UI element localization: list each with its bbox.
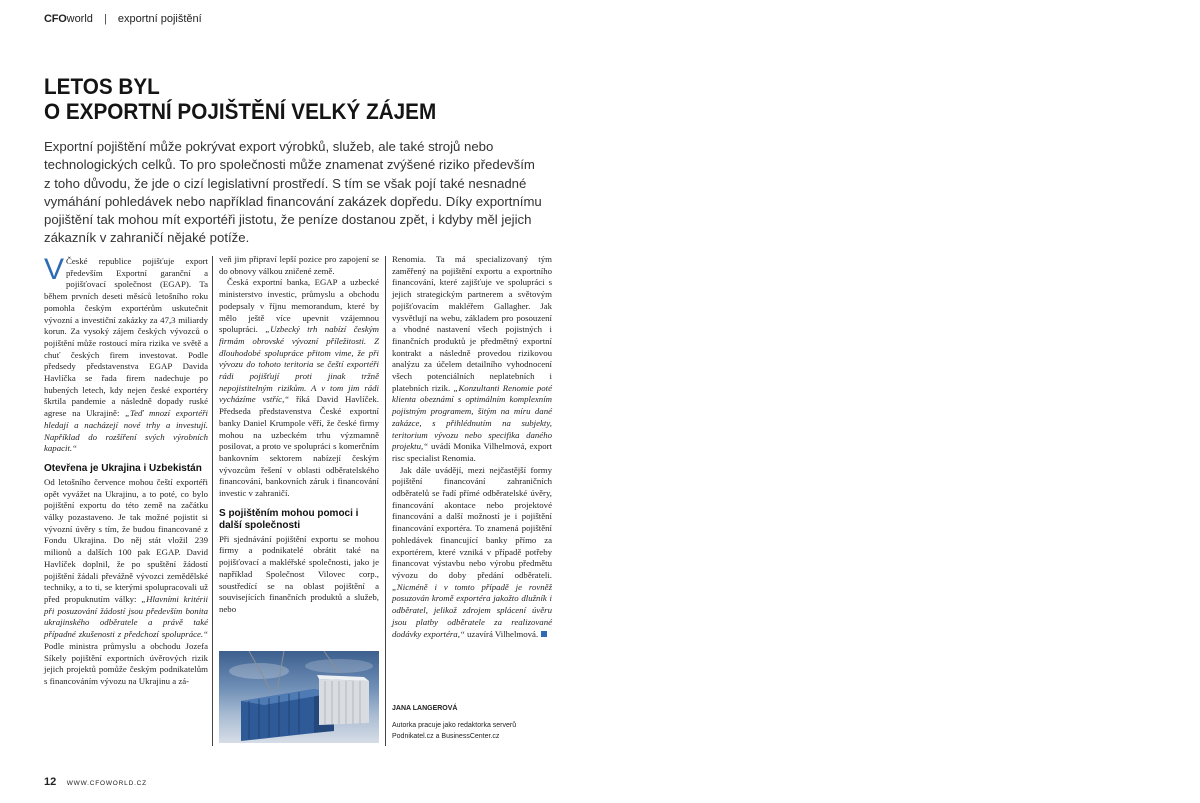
article-column-3 [392,254,552,640]
title-line-2: O EXPORTNÍ POJIŠTĚNÍ VELKÝ ZÁJEM [44,99,437,124]
col3-text-1-end: uvádí Monika Vilhelmová, export risc specialist Renomia. [392,441,552,463]
col1-text-1: České republice pojišťuje export především Exportní garanční a pojišťovací společnost (EGAP). Ta během prvních deseti měsíců letošního roku pomohla českým exportérům uskutečnit vývozní a investiční zakázky za 47,3 miliardy korun. Za vysoký zájem českých vývozců o pojištění může rostoucí míra rizika ve světě a chuť českých firem investovat. Podle předsedy představenstva EGAP Davida Havlíčka se řada firem nadechuje po hubených letech, kdy nejen české exportéry škrtila pandemie a následně dopady ruské agrese na Ukrajině: [44,256,208,419]
col3-text-1: Renomia. Ta má specializovaný tým zaměřený na pojištění exportu a exportního financování, které zajišťuje ve spolupráci s jejich strategickým partnerem a světovým pojišťovacím makléřem Gallagher. Jak vysvětlují na webu, základem pro posouzení a vhodné nastavení všech pojistných i finančních produktů je předmětný exportní kontrakt a následně provedou rizikovou analýzu za účelem detailního vyhodnocení všech potenciálních neplatebních i platebních rizik. [392,254,552,393]
shipping-containers-illustration [219,651,379,743]
col2-quote: „Uzbecký trh nabízí českým firmám obrovské vývozní příležitosti. Z dlouhodobé spolupráce přitom vime, že při vývozu do tohoto teritoria se čeští exportéři rádi pojišťují proti jinak tržně nepojistitelným rizikům. A v tom jim rádi vycházíme vstříc,“ [219,324,380,405]
header-separator: | [103,13,107,25]
column-1-paragraph-2 [44,477,208,688]
col3-quote-2: „Nicméně i v tomto případě je rovněž posuzován kromě exportéra jakožto dlužník i odběratel, jelikož zdrojem splácení úvěru jsou platby odběratele za realizované dodávky exportéra,“ [392,581,552,639]
column-3-paragraph-2 [392,465,552,641]
subhead-ukrajina: Otevřena je Ukrajina i Uzbekistán [44,462,202,474]
col1-text-2: Od letošního července mohou čeští exportéři opět vyvážet na Ukrajinu, a to poté, co bylo pojištění exportu do této země na začátku války pozastaveno. Je tak možné pojistit si vývozní úvěry s tím, že budou financované z Fondu Ukrajina. Do něj stát vložil 239 milionů a dalších 100 pak EGAP. David Havlíček doplnil, že po spuštění žádostí pojištění žádali převážně vývozci zemědělské techniky, a to ti, se kterými spolupracovali už před propuknutím války: [44,476,208,604]
col3-quote-1: „Konzultanti Renomie poté klienta obeznámí s optimálním komplexním pojistným programem, šitým na míru dané zakázce, s přihlédnutím na subjekty, teritorium vývozu nebo specifika daného projektu,“ [392,382,552,452]
end-mark-icon [541,631,547,637]
containers-photo [219,651,379,743]
article-lead: Exportní pojištění může pokrývat export výrobků, služeb, ale také strojů nebo technologických celků. To pro společnosti může znamenat zvýšené riziko především z toho důvodu, že jde o cizí legislativní prostředí. S tím se však pojí také nesnadné vymáhání pohledávek nebo například financování zakázek dopředu. Díky exportnímu pojištění tak mohou mít exportéři jistotu, že peníze dostanou zpět, i kdyby měl jejich zákazník v zahraničí nějaké potíže. [44,139,542,246]
page-number: 12 [44,776,57,788]
column-2-paragraph-3: Při sjednávání pojištění exportu se mohou firmy a podnikatelé obrátit také na pojišťovací a makléřské společnosti, jako je například Společnost Vilovec corp., soustředící se na oblast pojištění a souvisejících finančních produktů a služeb, nebo [219,533,379,614]
column-rule-2 [385,256,386,746]
article-column-2 [219,254,379,616]
subhead-spolecnosti: S pojištěním mohou pomoci i další společnosti [219,507,359,531]
column-1-paragraph-1 [44,253,208,455]
col2-text-2-end: říká David Havlíček. Předseda představenstva České exportní banky Daniel Krumpole věří, že české firmy mohou na uzbeckém trhu výzmamně posilovat, a proto ve spolupráci s komerčním bankovním sektorem nabízejí českým vývozcům řešení v oblasti odběratelského financování, bankovních záruk i financování investic v zahraničí. [219,394,379,499]
col3-text-2-end: uzavírá Vilhelmová. [464,628,539,639]
column-rule-1 [212,256,213,746]
title-line-1: LETOS BYL [44,74,160,99]
brand-world: world [66,13,93,25]
col1-quote-2: „Hlavními kritérii při posuzování žádostí jsou především bonita ukrajinského odběratele a právě také případné zkušenosti z předchozí spolupráce.“ [44,593,208,640]
col1-text-2-end: Podle ministra průmyslu a obchodu Jozefa Síkely pojištění exportních úvěrových rizik jejich projektů pomůže českým podnikatelům s financováním vývozu na Ukrajinu a zá- [44,640,208,686]
author-byline [392,705,552,742]
col2-text-2: Česká exportní banka, EGAP a uzbecké ministerstvo investic, průmyslu a obchodu podepsaly v říjnu memorandum, které by mělo ještě více upevnit vzájemnou spolupráci. [219,277,379,335]
author-bio: Autorka pracuje jako redaktorka serverů Podnikatel.cz a BusinessCenter.cz [392,722,517,740]
article-title [44,74,436,124]
page-footer [44,772,147,790]
article-column-1 [44,253,208,688]
author-name: JANA LANGEROVÁ [392,705,458,712]
column-2-paragraph-1: veň jim připraví lepší pozice pro zapojení se do obnovy válkou zničené země. [219,254,379,276]
website-url: WWW.CFOWORLD.CZ [66,780,147,787]
drop-cap: V [44,253,65,286]
column-2-paragraph-2 [219,277,379,499]
col3-text-2: Jak dále uvádějí, mezi nejčastější formy pojištění financování zahraničních odběratelů se řadí přímé odběratelské úvěry, financování akontace nebo projektové financování a další možností je i pojištění financování exportéra. To znamená pojištění pohledávek financující banky přímo za exportérem, které vzniká v případě potřeby financovat výstavbu nebo výrobu předmětu vývozu do doby předání odběrateli. [392,464,552,580]
col1-quote-1: „Teď mnozí exportéři hledají a nacházejí nové trhy a investují. Například do rozšíření svých výrobních kapacit.“ [44,408,208,454]
page-header [44,13,202,25]
brand-cfo: CFO [44,13,67,25]
section-label: exportní pojištění [117,13,202,25]
column-3-paragraph-1 [392,254,552,465]
